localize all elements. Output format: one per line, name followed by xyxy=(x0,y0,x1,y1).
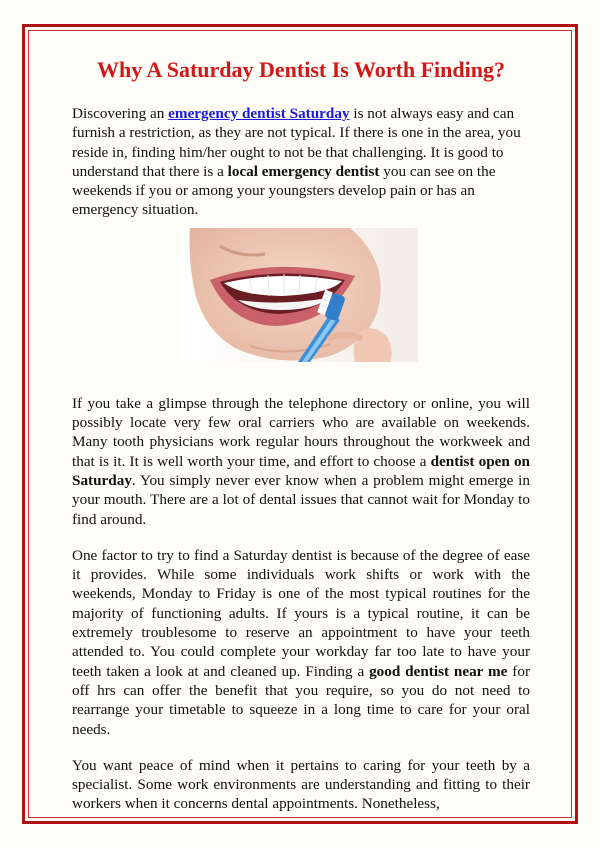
paragraph-1-text-b: is not always easy and can furnish a restriction, as they are not typical. If there is one in the area, you reside in, finding him/her ought to not be that challenging. It is good to understand that there is a xyxy=(72,105,521,180)
paragraph-1-text-a: Discovering an xyxy=(72,105,169,122)
page-title: Why A Saturday Dentist Is Worth Finding? xyxy=(97,57,505,82)
paragraph-4 xyxy=(72,756,530,814)
emergency-dentist-saturday-link[interactable]: emergency dentist Saturday xyxy=(168,105,350,122)
paragraph-1-text-c: you can see on the weekends if you or among your youngsters develop pain or has an emergency situation. xyxy=(72,162,496,219)
article-body xyxy=(72,56,530,814)
dentist-open-saturday-keyword: dentist open on Saturday xyxy=(72,452,530,489)
paragraph-gap xyxy=(72,529,530,546)
good-dentist-near-me-keyword: good dentist near me xyxy=(369,662,508,680)
smile-photo xyxy=(180,228,418,362)
paragraph-2-text-b: . You simply never ever know when a problem might emerge in your mouth. There are a lot of dental issues that cannot wait for Monday to find around. xyxy=(72,471,530,528)
paragraph-4-text-a: You want peace of mind when it pertains to caring for your teeth by a specialist. Some work environments are understanding and fitting to their workers when it concerns dental appointments. Nonetheless, xyxy=(72,756,530,813)
paragraph-1 xyxy=(72,104,530,220)
paragraph-gap xyxy=(72,739,530,756)
paragraph-2 xyxy=(72,394,530,529)
paragraph-3-text-a: One factor to try to find a Saturday dentist is because of the degree of ease it provides. While some individuals work shifts or work with the weekends, Monday to Friday is one of the most typical routines for the majority of functioning adults. If yours is a typical routine, it can be extremely troublesome to reserve an appointment to have your teeth attended to. You could complete your workday far too late to have your teeth taken a look at and cleaned up. Finding a xyxy=(72,546,530,680)
paragraph-3-text-b: for off hrs can offer the benefit that you require, so you do not need to rearrange your timetable to squeeze in a long time to care for your oral needs. xyxy=(72,662,530,738)
paragraph-3 xyxy=(72,546,530,739)
smile-illustration xyxy=(180,228,418,362)
local-emergency-dentist-keyword: local emergency dentist xyxy=(227,162,380,180)
paragraph-2-text-a: If you take a glimpse through the telephone directory or online, you will possibly locate very few oral carriers who are available on weekends. Many tooth physicians work regular hours throughout the workweek and that is it. It is well worth your time, and effort to choose a xyxy=(72,394,530,470)
